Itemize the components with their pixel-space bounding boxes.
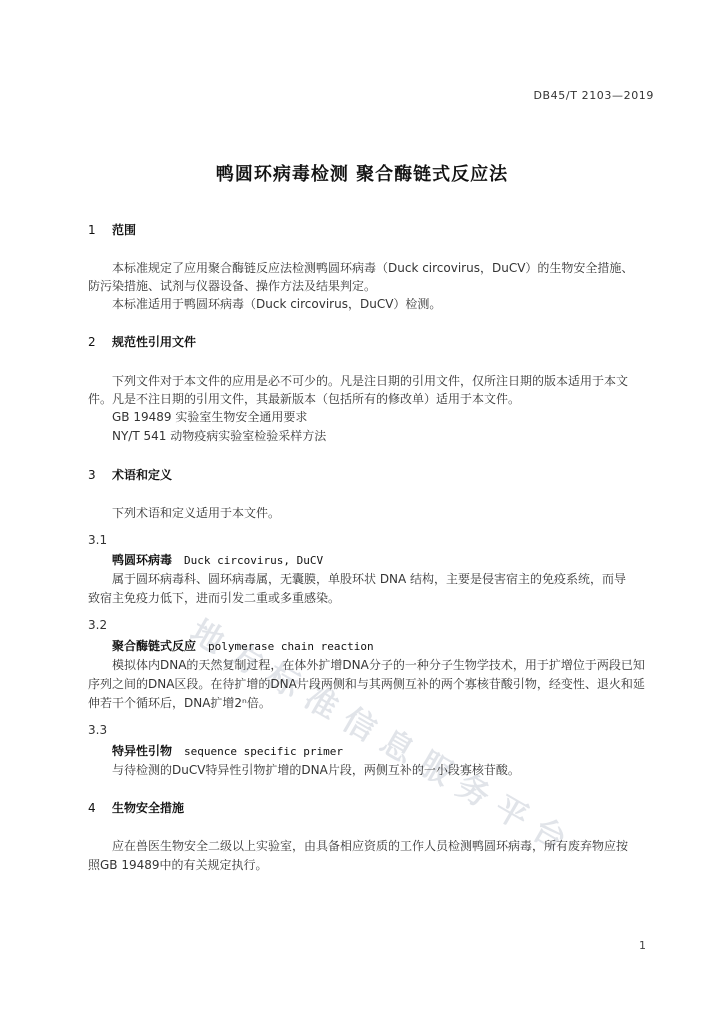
watermark-char: 台 xyxy=(526,809,573,859)
section-1-heading xyxy=(88,221,136,238)
paragraph-line: 本标准适用于鸭圆环病毒（Duck circovirus，DuCV）检测。 xyxy=(112,297,442,311)
term-number: 3.3 xyxy=(88,723,108,737)
section-title: 范围 xyxy=(112,223,137,237)
term-number: 3.2 xyxy=(88,618,108,632)
section-3-heading xyxy=(88,466,172,483)
term-en: Duck circovirus, DuCV xyxy=(184,554,324,567)
watermark-char: 方 xyxy=(222,633,269,683)
term-heading xyxy=(112,637,374,654)
paragraph-line: 序列之间的DNA区段。在待扩增的DNA片段两侧和与其两侧互补的两个寡核苷酸引物，经变性、退火和延 xyxy=(88,677,645,691)
watermark-char: 息 xyxy=(374,721,421,771)
section-number: 2 xyxy=(88,335,96,349)
term-number: 3.1 xyxy=(88,533,108,547)
paragraph-line: 模拟体内DNA的天然复制过程，在体外扩增DNA分子的一种分子生物学技术，用于扩增位于两段已知 xyxy=(112,658,645,672)
section-title: 术语和定义 xyxy=(112,468,173,482)
paragraph-line: 与待检测的DuCV特异性引物扩增的DNA片段，两侧互补的一小段寡核苷酸。 xyxy=(112,763,520,777)
paragraph-line: 致宿主免疫力低下，进而引发二重或多重感染。 xyxy=(88,591,341,605)
section-title: 生物安全措施 xyxy=(112,801,185,815)
watermark-char: 平 xyxy=(488,787,535,837)
section-4-heading xyxy=(88,799,184,816)
reference-item: NY/T 541 动物疫病实验室检验采样方法 xyxy=(112,429,327,443)
section-number: 4 xyxy=(88,801,96,815)
term-zh: 特异性引物 xyxy=(112,744,173,758)
paragraph-line: 照GB 19489中的有关规定执行。 xyxy=(88,858,268,872)
term-heading xyxy=(112,551,323,568)
standard-number: DB45/T 2103—2019 xyxy=(533,89,654,102)
section-2-heading xyxy=(88,333,196,350)
page-number: 1 xyxy=(639,939,646,952)
term-heading xyxy=(112,742,343,759)
section-title: 规范性引用文件 xyxy=(112,335,197,349)
watermark-char: 务 xyxy=(450,765,497,815)
watermark-char: 标 xyxy=(260,655,307,705)
term-zh: 鸭圆环病毒 xyxy=(112,553,173,567)
paragraph-line: 下列文件对于本文件的应用是必不可少的。凡是注日期的引用文件，仅所注日期的版本适用于本文 xyxy=(112,374,629,388)
section-number: 3 xyxy=(88,468,96,482)
reference-item: GB 19489 实验室生物安全通用要求 xyxy=(112,410,308,424)
watermark-char: 信 xyxy=(336,699,383,749)
paragraph-line: 防污染措施、试剂与仪器设备、操作方法及结果判定。 xyxy=(88,279,377,293)
document-title: 鸭圆环病毒检测 聚合酶链式反应法 xyxy=(215,164,509,185)
watermark-char: 地 xyxy=(184,611,231,661)
paragraph-line: 伸若干个循环后，DNA扩增2ⁿ倍。 xyxy=(88,696,271,710)
term-zh: 聚合酶链式反应 xyxy=(112,639,197,653)
watermark-char: 服 xyxy=(412,743,459,793)
term-en: polymerase chain reaction xyxy=(208,640,374,653)
paragraph-line: 应在兽医生物安全二级以上实验室，由具备相应资质的工作人员检测鸭圆环病毒，所有废弃物应按 xyxy=(112,839,629,853)
paragraph-line: 本标准规定了应用聚合酶链反应法检测鸭圆环病毒（Duck circovirus，DuCV）的生物安全措施、 xyxy=(112,261,634,275)
section-number: 1 xyxy=(88,223,96,237)
term-en: sequence specific primer xyxy=(184,745,343,758)
paragraph-line: 属于圆环病毒科、圆环病毒属，无囊膜，单股环状 DNA 结构，主要是侵害宿主的免疫系统，而导 xyxy=(112,572,627,586)
paragraph-line: 件。凡是不注日期的引用文件，其最新版本（包括所有的修改单）适用于本文件。 xyxy=(88,392,521,406)
paragraph-line: 下列术语和定义适用于本文件。 xyxy=(112,506,281,520)
watermark-char: 准 xyxy=(298,677,345,727)
